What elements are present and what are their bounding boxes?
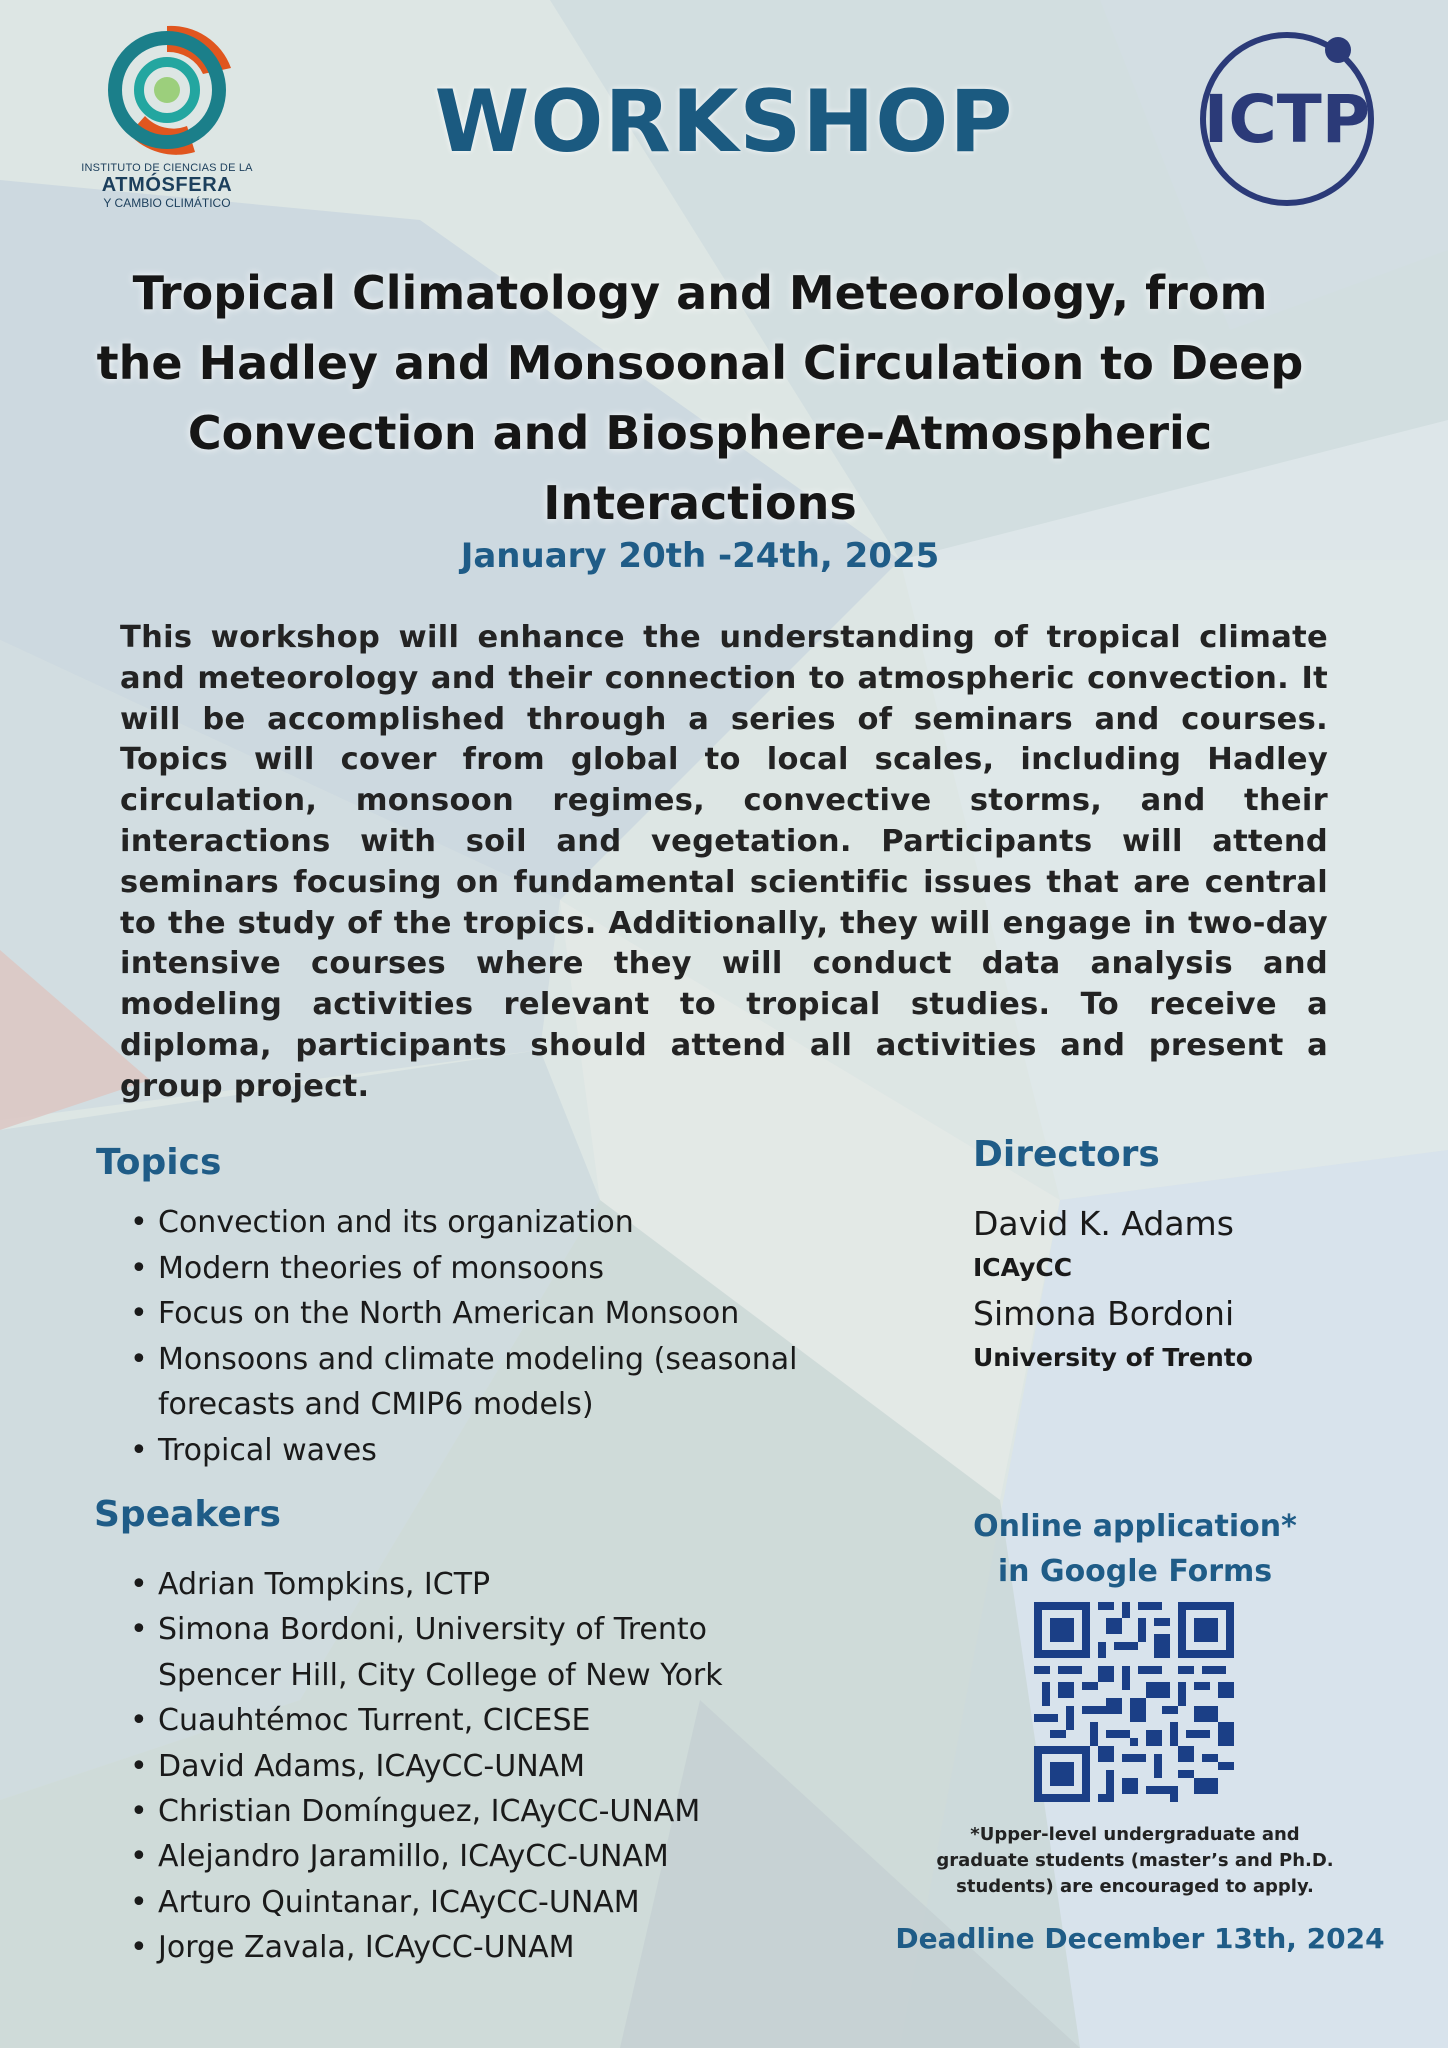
- speaker-item: • Cuauhtémoc Turrent, CICESE: [130, 1698, 890, 1743]
- speaker-item: • Adrian Tompkins, ICTP: [130, 1562, 890, 1607]
- speaker-item: • Alejandro Jaramillo, ICAyCC-UNAM: [130, 1834, 890, 1879]
- speakers-heading: Speakers: [94, 1494, 281, 1535]
- topic-item: • Convection and its organization: [130, 1200, 890, 1246]
- logo-line-3: Y CAMBIO CLIMÁTICO: [103, 196, 231, 210]
- speaker-item: • Jorge Zavala, ICAyCC-UNAM: [130, 1925, 890, 1970]
- speakers-list: [130, 1562, 890, 1971]
- directors-heading: Directors: [973, 1134, 1160, 1175]
- directors-list: [973, 1202, 1353, 1382]
- director-name: Simona Bordoni: [973, 1294, 1235, 1333]
- topics-heading: Topics: [96, 1142, 222, 1183]
- event-title-line: Interactions: [543, 476, 857, 530]
- topics-list: [130, 1200, 890, 1474]
- speaker-item: • Arturo Quintanar, ICAyCC-UNAM: [130, 1880, 890, 1925]
- event-title-line: Tropical Climatology and Meteorology, from: [132, 266, 1268, 320]
- application-heading: [930, 1504, 1340, 1594]
- director-affiliation: ICAyCC: [973, 1253, 1073, 1282]
- logo-line-2: ATMÓSFERA: [101, 174, 233, 196]
- workshop-heading: WORKSHOP: [434, 72, 1014, 172]
- application-deadline: Deadline December 13th, 2024: [895, 1922, 1385, 1955]
- eligibility-note: [920, 1822, 1350, 1900]
- speaker-item: • Simona Bordoni, University of Trento: [130, 1607, 890, 1652]
- director-affiliation: University of Trento: [973, 1343, 1253, 1372]
- topic-item: • Focus on the North American Monsoon: [130, 1291, 890, 1337]
- speaker-item: • Christian Domínguez, ICAyCC-UNAM: [130, 1789, 890, 1834]
- event-dates: January 20th -24th, 2025: [460, 536, 940, 576]
- event-title-line: the Hadley and Monsoonal Circulation to Deep: [96, 336, 1304, 390]
- topic-item: • Tropical waves: [130, 1428, 890, 1474]
- director-name: David K. Adams: [973, 1204, 1234, 1243]
- topic-item: • Modern theories of monsoons: [130, 1246, 890, 1292]
- speaker-item: Spencer Hill, City College of New York: [158, 1657, 723, 1693]
- application-line-1: Online application*: [973, 1509, 1297, 1544]
- event-title-line: Convection and Biosphere-Atmospheric: [187, 406, 1213, 460]
- topic-item: • Monsoons and climate modeling (seasonal forecasts and CMIP6 models): [130, 1337, 890, 1428]
- note-line: students) are encouraged to apply.: [956, 1876, 1314, 1897]
- logo-line-1: INSTITUTO DE CIENCIAS DE LA: [81, 162, 253, 174]
- note-line: *Upper-level undergraduate and: [970, 1824, 1300, 1845]
- event-description: This workshop will enhance the understanding of tropical climate and meteorology and their connection to atmospheric convection. It will be accomplished through a series of seminars and courses. Topics will cover from global to local scales, including Hadley circulation, monsoon regimes, convective storms, and their interactions with soil and vegetation. Participants will attend seminars focusing on fundamental scientific issues that are central to the study of the tropics. Additionally, they will engage in two-day intensive courses where they will conduct data analysis and modeling activities relevant to tropical studies. To receive a diploma, participants should attend all activities and present a group project.: [120, 620, 1328, 1104]
- speaker-item: • David Adams, ICAyCC-UNAM: [130, 1744, 890, 1789]
- ictp-logo-text: ICTP: [1203, 81, 1371, 158]
- qr-code-icon[interactable]: [1034, 1602, 1234, 1802]
- application-line-2: in Google Forms: [997, 1554, 1273, 1589]
- event-title: [80, 258, 1320, 538]
- note-line: graduate students (master’s and Ph.D.: [936, 1850, 1334, 1871]
